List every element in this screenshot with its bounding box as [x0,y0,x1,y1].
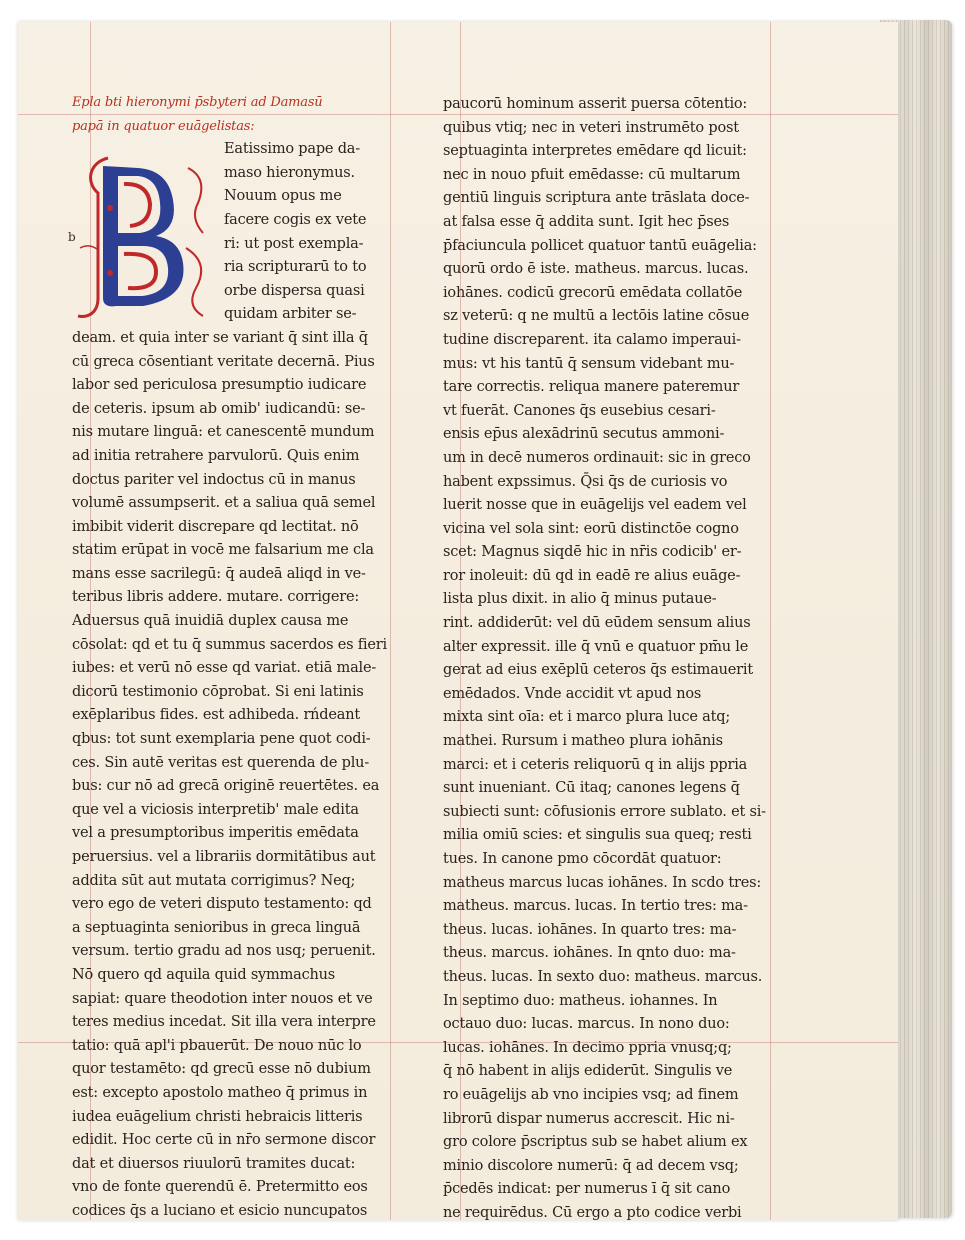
text-line: sunt inueniant. Cū itaq; canones legens q̄ [443,780,740,797]
text-line: mathei. Rursum i matheo plura iohānis [443,733,723,750]
text-line: addita sūt aut mutata corrigimus? Neq; [72,872,356,889]
margin-gloss: b [68,230,76,244]
text-line: theus. lucas. In sexto duo: matheus. marcus. [443,968,763,985]
text-line: que vel a viciosis interpretib' male edita [72,801,359,818]
text-line: ri: ut post exempla- [224,235,364,252]
text-line: tare correctis. reliqua manere pateremur [443,379,740,396]
text-line: teres medius incedat. Sit illa vera interpre [72,1014,376,1031]
text-line: scet: Magnus siqdē hic in nr̄is codicib' er- [443,544,742,561]
text-line: octauo duo: lucas. marcus. In nono duo: [443,1016,730,1033]
text-line: de ceteris. ipsum ab omib' iudicandū: se- [72,400,366,417]
text-line: vno de fonte querendū ē. Pretermitto eos [72,1179,368,1196]
text-line: septuaginta interpretes emēdare qd licuit: [443,143,747,160]
text-line: ro euāgelijs ab vno incipies vsq; ad finem [443,1086,739,1103]
text-line: tues. In canone pmo cōcordāt quatuor: [443,851,722,867]
text-line: sapiat: quare theodotion inter nouos et ve [72,990,373,1007]
text-line: peruersius. vel a librariis dormitātibus aut [72,849,376,865]
text-line: statim erūpat in vocē me falsarium me cla [72,542,374,559]
text-line: quibus vtiq; nec in veteri instrumēto post [443,119,739,136]
text-line: ria scripturarū to to [224,259,367,276]
text-line: Nouum opus me [224,188,342,205]
text-line: dat et diuersos riuulorū tramites ducat: [72,1155,356,1172]
text-line: gro colore p̄scriptus sub se habet alium ex [443,1134,748,1151]
text-line: vero ego de veteri disputo testamento: qd [72,896,372,913]
text-line: nec in nouo pfuit emēdasse: cū multarum [443,166,741,183]
text-line: imbibit viderit discrepare qd lectitat. nō [72,518,359,535]
text-line: theus. lucas. iohānes. In quarto tres: ma- [443,921,737,938]
text-line: vt fuerāt. Canones q̄s eusebius cesari- [443,402,716,419]
text-line: at falsa esse q̄ addita sunt. Igit hec p̄ses [443,213,730,230]
text-line: cōsolat: qd et tu q̄ summus sacerdos es fieri [72,636,387,653]
text-line: theus. marcus. iohānes. In qnto duo: ma- [443,945,736,962]
text-line: um in decē numeros ordinauit: sic in greco [443,449,751,466]
text-line: tatio: quā apl'i pbauerūt. De nouo nūc lo [72,1037,362,1054]
text-line: quidam arbiter se- [224,306,357,323]
text-line: ne requirēdus. Cū ergo a pto codice verbi [443,1204,742,1221]
text-line: volumē assumpserit. et a saliua quā semel [72,495,376,512]
text-line: In septimo duo: matheus. iohannes. In [443,992,718,1009]
text-line: ces. Sin autē veritas est querenda de plu- [72,754,370,771]
text-line: tudine discreparent. ita calamo imperaui- [443,331,741,348]
text-line: exēplaribus fides. est adhibeda. rńdeant [72,707,360,724]
text-line: maso hieronymus. [224,164,355,181]
text-line: p̄cedēs indicat: per numerus ī q̄ sit cano [443,1181,731,1198]
text-line: mixta sint oīa: et i marco plura luce atq; [443,709,731,726]
text-line: iudea euāgelium christi hebraicis litteris [72,1108,363,1125]
text-line: subiecti sunt: cōfusionis errore sublato. et si- [443,803,766,820]
text-line: vicina vel sola sint: eorū distinctōe cogno [443,520,739,537]
right-column [443,93,768,1226]
text-line: gerat ad eius exēplū ceteros q̄s estimauerit [443,662,753,679]
text-line: iubes: et verū nō esse qd variat. etiā male- [72,660,377,677]
text-line: luerit nosse que in euāgelijs vel eadem vel [443,497,747,514]
text-line: facere cogis ex vete [224,211,367,228]
text-line: milia omiū scies: et singulis sua queq; resti [443,827,752,844]
text-line: p̄faciuncula pollicet quatuor tantū euāgelia: [443,237,757,254]
text-line: habent expssimus. Q̄si q̄s de curiosis vo [443,473,728,490]
text-line: Eatissimo pape da- [224,141,360,158]
text-line: paucorū hominum asserit puersa cōtentio: [443,96,748,112]
text-line: quorū ordo ē iste. matheus. marcus. lucas. [443,261,749,278]
text-line: mans esse sacrilegū: q̄ audeā aliqd in ve- [72,565,366,582]
text-line: q̄ nō habent in alijs ediderūt. Singulis ve [443,1063,733,1080]
text-line: labor sed periculosa presumptio iudicare [72,377,367,394]
text-line: alter expressit. ille q̄ vnū e quatuor pm̄u le [443,638,749,655]
text-line: matheus marcus lucas iohānes. In scdo tres: [443,874,762,891]
text-line: Nō quero qd aquila quid symmachus [72,966,336,983]
text-line: doctus pariter vel indoctus cū in manus [72,471,356,488]
text-line: qbus: tot sunt exemplaria pene quot codi- [72,731,371,748]
ruling-line [770,22,771,1220]
text-line: mus: vt his tantū q̄ sensum videbant mu- [443,355,735,372]
rubric-heading: papā in quatuor euāgelistas: [72,118,255,134]
text-line: quor testamēto: qd grecū esse nō dubium [72,1061,371,1078]
text-line: matheus. marcus. lucas. In tertio tres: ma- [443,898,748,915]
text-line: deam. et quia inter se variant q̄ sint illa q̄ [72,329,368,346]
text-line: bus: cur nō ad grecā originē reuertētes. ea [72,778,380,795]
text-line: rint. addiderūt: vel dū eūdem sensum alius [443,615,751,632]
ruling-line [390,22,391,1220]
text-line: Aduersus quā inuidiā duplex causa me [72,613,349,630]
text-line: iohānes. codicū grecorū emēdata collatōe [443,284,743,301]
text-line: nis mutare linguā: et canescentē mundum [72,424,375,441]
text-line: ensis ep̄us alexādrinū secutus ammoni- [443,426,725,443]
left-column [72,93,390,1224]
text-line: edidit. Hoc certe cū in nr̄o sermone discor [72,1132,376,1149]
text-line: codices q̄s a luciano et esicio nuncupatos [72,1202,368,1219]
text-line: marci: et i ceteris reliquorū q in alijs ppria [443,756,748,773]
text-line: ror inoleuit: dū qd in eadē re alius euāge- [443,567,741,584]
rubric-heading: Epla bti hieronymi p̄sbyteri ad Damasū [72,95,323,110]
text-line: librorū dispar numerus accrescit. Hic ni- [443,1110,735,1127]
text-line: est: excepto apostolo matheo q̄ primus in [72,1084,368,1101]
text-line: vel a presumptoribus imperitis emēdata [72,825,359,842]
text-line: dicorū testimonio cōprobat. Si eni latinis [72,683,364,700]
text-line: gentiū linguis scriptura ante trāslata doce- [443,190,750,207]
text-line: cū greca cōsentiant veritate decernā. Pius [72,353,375,370]
text-line: sz veterū: q ne multū a lectōis latine cōsue [443,308,750,325]
text-line: lucas. iohānes. In decimo ppria vnusq;q; [443,1039,732,1056]
text-line: minio discolore numerū: q̄ ad decem vsq; [443,1157,739,1174]
text-line: a septuaginta senioribus in greca linguā [72,919,361,936]
text-line: orbe dispersa quasi [224,282,365,299]
text-line: versum. tertio gradu ad nos usq; peruenit. [72,943,376,960]
text-line: teribus libris addere. mutare. corrigere: [72,589,360,606]
text-line: lista plus dixit. in alio q̄ minus putaue- [443,591,717,608]
text-line: emēdados. Vnde accidit vt apud nos [443,685,702,702]
text-line: ad initia retrahere parvulorū. Quis enim [72,447,360,464]
